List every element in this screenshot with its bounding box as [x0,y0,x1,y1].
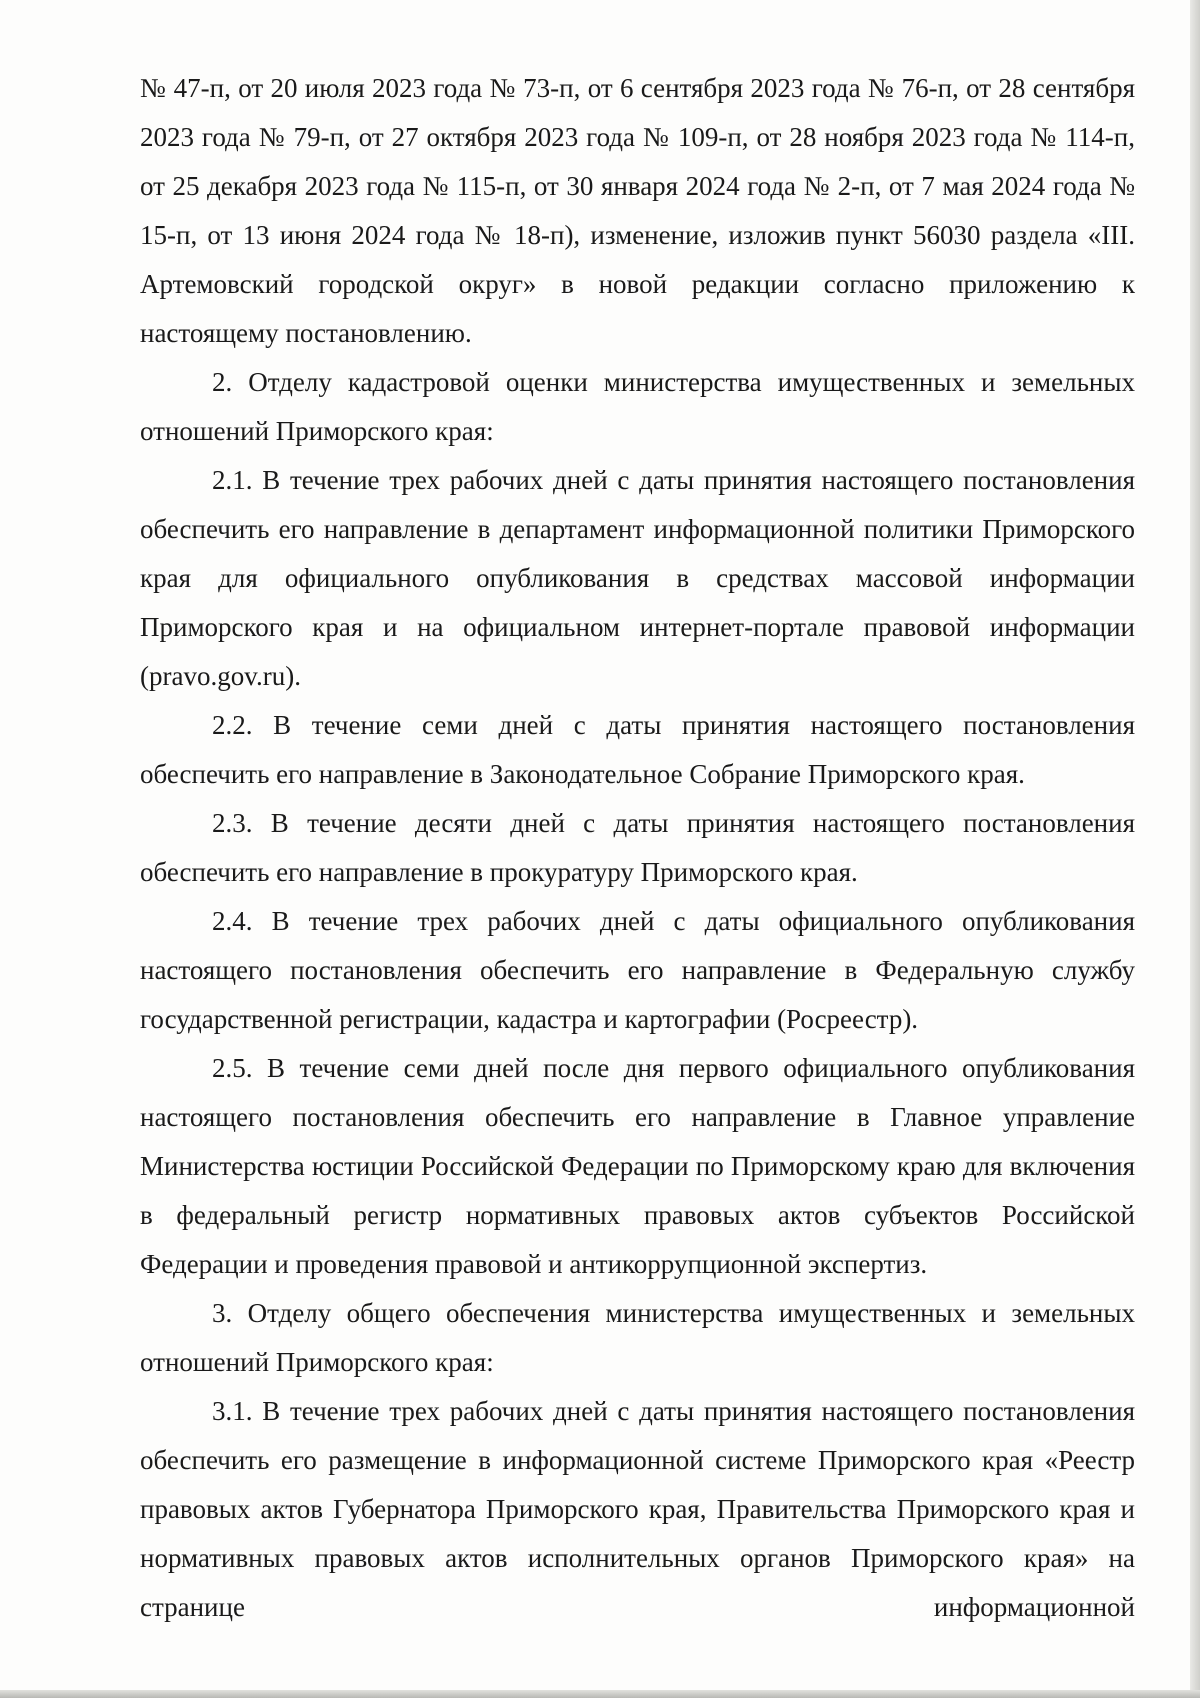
paragraph-item-2-1: 2.1. В течение трех рабочих дней с даты принятия настоящего постановления обеспечить его направление в департамент информационной политики Приморского края для официального опубликования в средствах массовой информации Приморского края и на официальном интернет-портале правовой информации (pravo.gov.ru). [140,465,1135,691]
document-body [140,64,1135,1632]
paragraph-item-2-2: 2.2. В течение семи дней с даты принятия настоящего постановления обеспечить его направление в Законодательное Собрание Приморского края. [140,710,1135,789]
paragraph-item-2-5: 2.5. В течение семи дней после дня первого официального опубликования настоящего постановления обеспечить его направление в Главное управление Министерства юстиции Российской Федерации по Приморскому краю для включения в федеральный регистр нормативных правовых актов субъектов Российской Федерации и проведения правовой и антикоррупционной экспертиз. [140,1053,1135,1279]
paragraph-item-2-4: 2.4. В течение трех рабочих дней с даты официального опубликования настоящего постановления обеспечить его направление в Федеральную службу государственной регистрации, кадастра и картографии (Росреестр). [140,906,1135,1034]
scan-bottom-edge [0,1690,1200,1698]
paragraph-item-2-3: 2.3. В течение десяти дней с даты принятия настоящего постановления обеспечить его направление в прокуратуру Приморского края. [140,808,1135,887]
paragraph-item-3-1: 3.1. В течение трех рабочих дней с даты принятия настоящего постановления обеспечить его размещение в информационной системе Приморского края «Реестр правовых актов Губернатора Приморского края, Правительства Приморского края и нормативных правовых актов исполнительных органов Приморского края» на странице информационной [140,1396,1135,1622]
paragraph-item-2: 2. Отделу кадастровой оценки министерства имущественных и земельных отношений Приморского края: [140,367,1135,446]
paragraph-item-3: 3. Отделу общего обеспечения министерства имущественных и земельных отношений Приморского края: [140,1298,1135,1377]
scan-right-edge [1190,0,1200,1698]
paragraph-continuation: № 47-п, от 20 июля 2023 года № 73-п, от 6 сентября 2023 года № 76-п, от 28 сентября 2023 года № 79-п, от 27 октября 2023 года № 109-п, от 28 ноября 2023 года № 114-п, от 25 декабря 2023 года № 115-п, от 30 января 2024 года № 2-п, от 7 мая 2024 года № 15-п, от 13 июня 2024 года № 18-п), изменение, изложив пункт 56030 раздела «III. Артемовский городской округ» в новой редакции согласно приложению к настоящему постановлению. [140,73,1135,348]
